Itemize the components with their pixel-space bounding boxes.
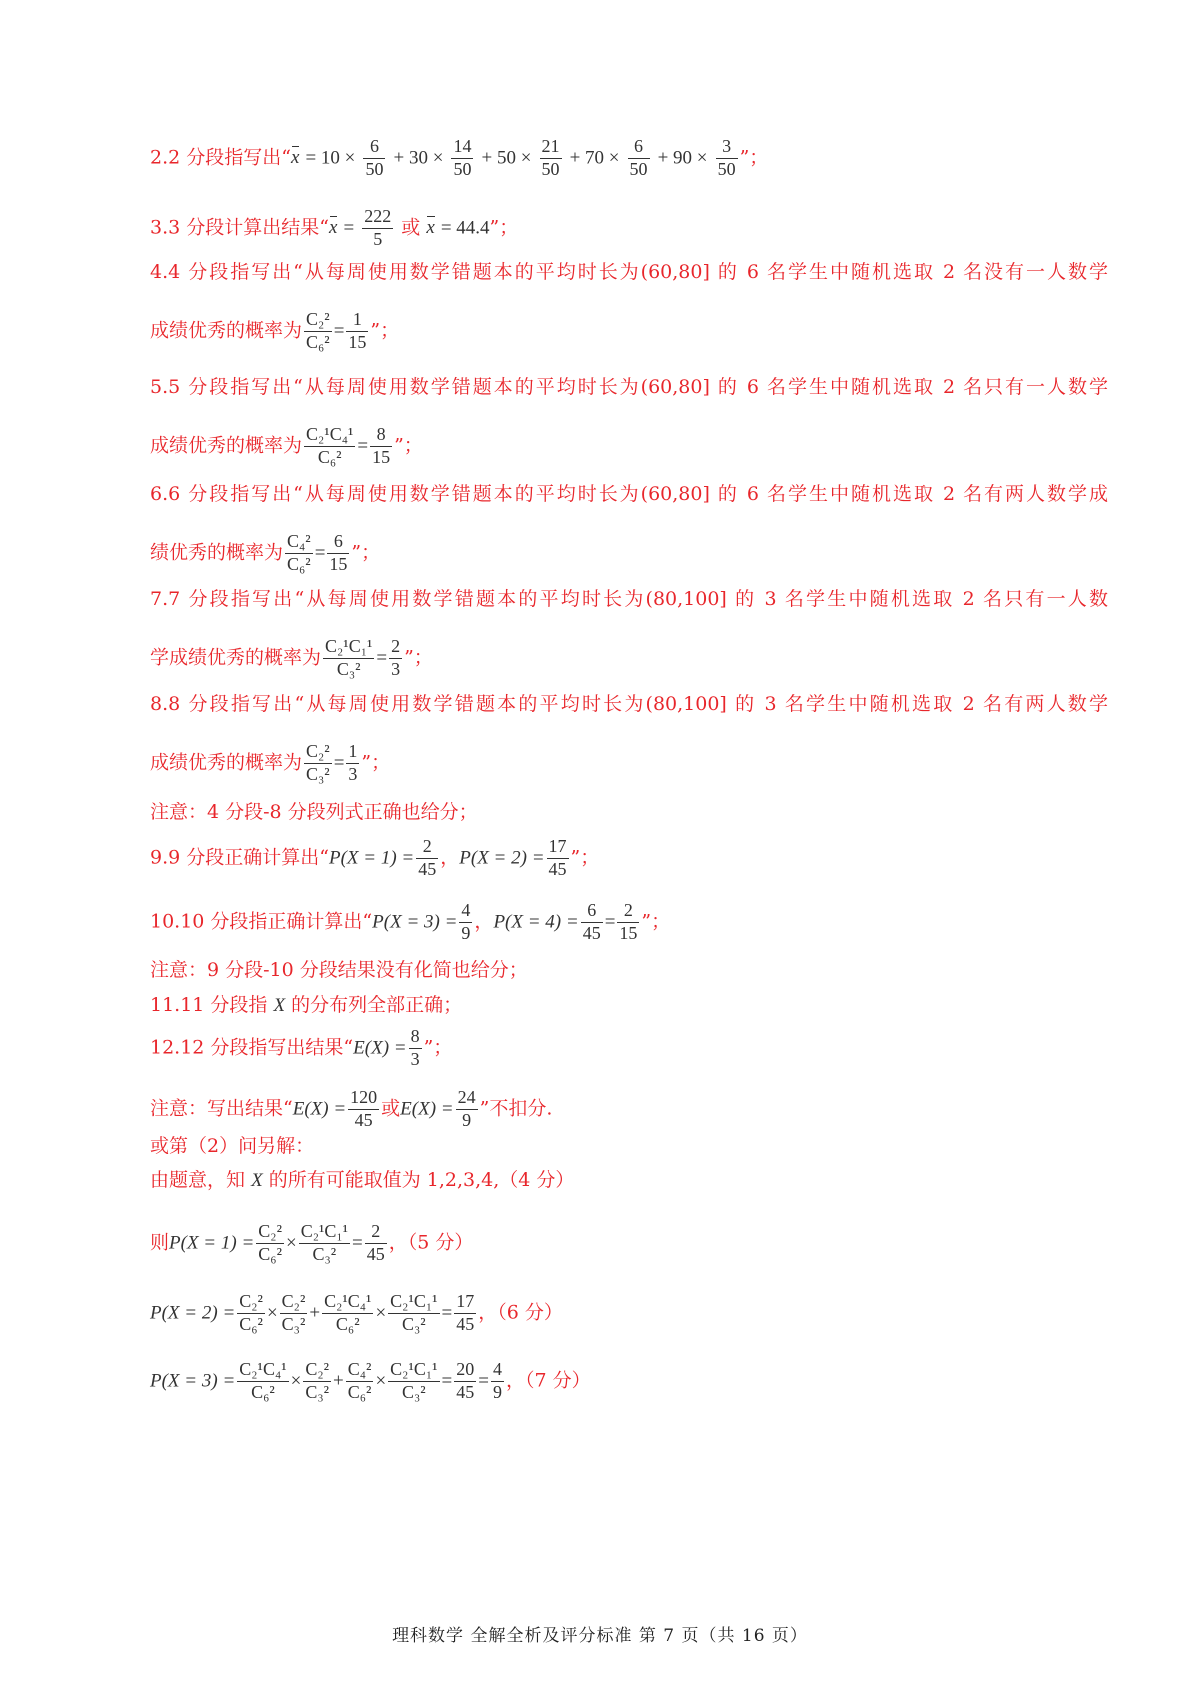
equals: =: [352, 1232, 363, 1254]
item-5-cont: [150, 425, 423, 468]
fraction: $\frac{\text{C₂²}}{\text{C₃²}}$: [281, 1291, 306, 1334]
p-x1: P(X = 1) =: [328, 847, 415, 869]
note-2: 注意：9 分段-10 分段结果没有化简也给分；: [150, 959, 528, 981]
alt-line-1-a: 由题意，知: [150, 1169, 246, 1191]
item-10-end: ”；: [641, 910, 671, 933]
item-8-cont: [150, 742, 390, 785]
p-x3: P(X = 3) =: [372, 911, 458, 933]
item-9: [150, 837, 599, 880]
equals: =: [441, 1370, 453, 1392]
item-6-end: ”；: [351, 541, 381, 564]
item-9-end: ”；: [570, 846, 600, 869]
eq2-term: = 10 ×: [305, 147, 356, 169]
note-3: [150, 1088, 552, 1131]
item-4-cont-text: 成绩优秀的概率为: [150, 319, 303, 342]
item-9-label: 9.9 分段正确计算出“: [150, 846, 329, 869]
p-x3: P(X = 3) =: [150, 1370, 236, 1392]
fraction: $\frac{6}{15}$: [329, 531, 348, 574]
alt-heading: 或第（2）问另解：: [150, 1135, 315, 1157]
fraction: $\frac{\text{C₂¹C₄¹}}{\text{C₆²}}$: [324, 1291, 372, 1334]
fraction: $\frac{\text{C₂¹C₁¹}}{\text{C₃²}}$: [390, 1359, 438, 1402]
item-5-cont-text: 成绩优秀的概率为: [150, 434, 303, 457]
times: ×: [290, 1370, 302, 1392]
times: ×: [375, 1370, 387, 1392]
fraction: $\frac{6}{50}$: [365, 136, 384, 179]
item-7-cont-text: 学成绩优秀的概率为: [150, 646, 322, 669]
eq2-term: + 30 ×: [393, 147, 444, 169]
fraction: $\frac{21}{50}$: [541, 136, 560, 179]
fraction: $\frac{24}{9}$: [457, 1087, 476, 1130]
fraction: $\frac{\text{C₂²}}{\text{C₃²}}$: [305, 1359, 330, 1402]
fraction: $\frac{2}{3}$: [391, 636, 401, 679]
note-3-end: ”不扣分.: [479, 1097, 553, 1120]
fraction: $\frac{120}{45}$: [350, 1087, 378, 1130]
fraction: $\frac{6}{50}$: [629, 136, 648, 179]
item-11-rest: 的分布列全部正确；: [291, 994, 463, 1016]
fraction: $\frac{8}{15}$: [372, 424, 391, 467]
note-3-label: 注意：写出结果“: [150, 1097, 293, 1120]
fraction: $\frac{\text{C₂²}}{\text{C₆²}}$: [258, 1221, 282, 1264]
score-7: ，（7 分）: [505, 1369, 591, 1392]
fraction: $\frac{\text{C₂²}}{\text{C₆²}}$: [306, 309, 330, 352]
times: ×: [266, 1302, 278, 1324]
p-x4: P(X = 4) =: [493, 911, 579, 933]
p-x2: P(X = 2) =: [459, 847, 545, 869]
item-11: [150, 996, 462, 1015]
item-6-cont: [150, 532, 380, 575]
fraction: $\frac{4}{9}$: [492, 1359, 502, 1402]
fraction: $\frac{\text{C₂¹C₄¹}}{\text{C₆²}}$: [239, 1359, 287, 1402]
e-x: E(X) =: [353, 1037, 407, 1059]
item-10-label: 10.10 分段指正确计算出“: [150, 910, 373, 933]
var-x: X: [273, 995, 286, 1016]
equals: =: [333, 320, 345, 342]
item-6-cont-text: 绩优秀的概率为: [150, 541, 284, 564]
fraction: $\frac{3}{50}$: [717, 136, 736, 179]
times: ×: [375, 1302, 387, 1324]
item-3-label: 3.3 分段计算出结果“: [150, 216, 329, 239]
item-7: 7.7 分段指写出“从每周使用数学错题本的平均时长为(80,100] 的 3 名学生中随机选取 2 名只有一人数: [150, 588, 1108, 610]
equals: =: [314, 542, 326, 564]
var-x: X: [251, 1170, 263, 1191]
item-3: [150, 207, 518, 250]
item-12: [150, 1027, 452, 1070]
x-bar: x: [426, 217, 435, 239]
fraction: $\frac{4}{9}$: [461, 900, 471, 943]
item-4-end: ”；: [370, 319, 400, 342]
x-bar: x: [328, 217, 338, 239]
fraction: $\frac{2}{15}$: [619, 900, 638, 943]
fraction: $\frac{\text{C₂²}}{\text{C₆²}}$: [239, 1291, 263, 1334]
item-7-end: ”；: [404, 646, 433, 669]
item-8-end: ”；: [361, 751, 391, 774]
item-8-cont-text: 成绩优秀的概率为: [150, 751, 303, 774]
fraction: $\frac{\text{C₂¹C₁¹}}{\text{C₃²}}$: [390, 1291, 438, 1334]
eq2-term: + 50 ×: [481, 147, 532, 169]
p-x1: P(X = 1) =: [169, 1232, 255, 1254]
fraction: $\frac{\text{C₄²}}{\text{C₆²}}$: [287, 531, 311, 574]
x-bar: x: [290, 147, 300, 169]
sep: ，: [474, 910, 494, 933]
fraction: $\frac{\text{C₂¹C₄¹}}{\text{C₆²}}$: [306, 424, 354, 467]
item-6: 6.6 分段指写出“从每周使用数学错题本的平均时长为(60,80] 的 6 名学生中随机选取 2 名有两人数学成: [150, 483, 1108, 505]
fraction: $\frac{\text{C₂¹C₁¹}}{\text{C₃²}}$: [325, 636, 373, 679]
note-1: 注意：4 分段-8 分段列式正确也给分；: [150, 801, 478, 823]
equals: =: [357, 435, 369, 457]
item-4-cont: [150, 310, 399, 353]
fraction: $\frac{8}{3}$: [410, 1026, 420, 1069]
eq3-value: = 44.4: [440, 217, 490, 239]
fraction: $\frac{1}{15}$: [348, 309, 367, 352]
times: ×: [285, 1232, 297, 1254]
item-2-label: 2.2 分段指写出“: [150, 146, 291, 169]
e-x: E(X) =: [292, 1098, 347, 1120]
equals: =: [376, 647, 388, 669]
fraction: $\frac{20}{45}$: [456, 1359, 475, 1402]
equals: =: [333, 752, 345, 774]
fraction: $\frac{6}{45}$: [582, 900, 601, 943]
item-4: 4.4 分段指写出“从每周使用数学错题本的平均时长为(60,80] 的 6 名学生中随机选取 2 名没有一人数学: [150, 261, 1108, 283]
alt-line-p3: [150, 1360, 591, 1403]
item-12-end: ”；: [423, 1036, 453, 1059]
then-label: 则: [150, 1231, 170, 1254]
equals: =: [604, 911, 616, 933]
item-12-label: 12.12 分段指写出结果“: [150, 1036, 354, 1059]
item-10: [150, 901, 670, 944]
fraction: $\frac{14}{50}$: [453, 136, 472, 179]
alt-line-1-b: 的所有可能取值为 1,2,3,4,（4 分）: [268, 1169, 575, 1191]
fraction: $\frac{1}{3}$: [348, 741, 358, 784]
score-5: ，（5 分）: [388, 1231, 474, 1254]
fraction: $\frac{2}{45}$: [418, 836, 437, 879]
item-11-label: 11.11 分段指: [150, 994, 268, 1016]
note-3-or: 或: [381, 1097, 401, 1120]
equals: =: [343, 217, 355, 239]
item-5-end: ”；: [394, 434, 423, 457]
item-7-cont: [150, 637, 433, 680]
fraction: $\frac{\text{C₄²}}{\text{C₆²}}$: [347, 1359, 372, 1402]
fraction: $\frac{\text{C₂²}}{\text{C₃²}}$: [306, 741, 330, 784]
item-3-or: 或: [401, 216, 421, 239]
alt-line-p2: [150, 1292, 563, 1335]
item-2-end: ”；: [739, 146, 769, 169]
item-3-end: ”；: [489, 216, 519, 239]
alt-line-1: [150, 1171, 574, 1190]
page-footer: 理科数学 全解全析及评分标准 第 7 页（共 16 页）: [392, 1626, 808, 1646]
eq2-term: + 90 ×: [657, 147, 708, 169]
plus: +: [333, 1370, 344, 1392]
plus: +: [309, 1302, 321, 1324]
fraction: $\frac{17}{45}$: [456, 1291, 475, 1334]
fraction: $\frac{222}{5}$: [364, 206, 392, 249]
item-2: [150, 137, 768, 180]
item-8: 8.8 分段指写出“从每周使用数学错题本的平均时长为(80,100] 的 3 名学生中随机选取 2 名有两人数学: [150, 693, 1108, 715]
equals: =: [441, 1302, 453, 1324]
eq2-term: + 70 ×: [569, 147, 620, 169]
p-x2: P(X = 2) =: [150, 1302, 236, 1324]
score-6: ，（6 分）: [478, 1301, 563, 1324]
alt-line-p1: [150, 1222, 473, 1265]
equals: =: [478, 1370, 489, 1392]
fraction: $\frac{\text{C₂¹C₁¹}}{\text{C₃²}}$: [300, 1221, 349, 1264]
sep: ，: [440, 846, 460, 869]
fraction: $\frac{17}{45}$: [548, 836, 567, 879]
item-5: 5.5 分段指写出“从每周使用数学错题本的平均时长为(60,80] 的 6 名学生中随机选取 2 名只有一人数学: [150, 376, 1108, 398]
fraction: $\frac{2}{45}$: [366, 1221, 385, 1264]
e-x: E(X) =: [400, 1098, 454, 1120]
